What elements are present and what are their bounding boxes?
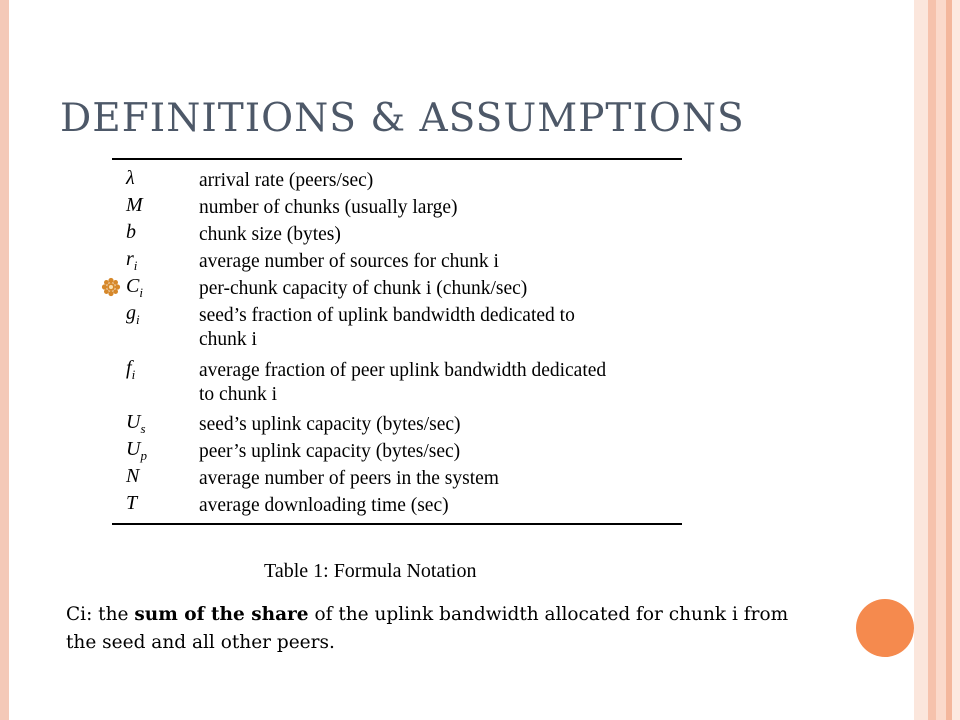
- table-caption: Table 1: Formula Notation: [264, 560, 477, 582]
- slide-title: DEFINITIONS & ASSUMPTIONS: [60, 96, 745, 141]
- row-description: number of chunks (usually large): [199, 197, 458, 218]
- row-symbol: $U_s$: [126, 411, 146, 436]
- row-symbol: $C_i$: [126, 275, 143, 300]
- note-text: [66, 601, 806, 657]
- note-prefix: Ci: the: [66, 604, 135, 625]
- note-suffix: of the uplink bandwidth allocated for chunk i from the seed and all other peers.: [66, 604, 789, 653]
- row-symbol: $U_p$: [126, 438, 147, 463]
- row-description: chunk size (bytes): [199, 224, 341, 245]
- row-symbol: λ: [126, 167, 135, 189]
- flower-bullet-icon: [101, 277, 121, 297]
- row-description-cont: chunk i: [199, 329, 257, 350]
- row-description: average fraction of peer uplink bandwidth dedicated: [199, 360, 607, 381]
- row-description: peer’s uplink capacity (bytes/sec): [199, 441, 461, 462]
- table-row: [126, 302, 686, 350]
- table-row: [126, 275, 686, 301]
- table-row: [126, 492, 686, 518]
- table-row: [126, 411, 686, 437]
- accent-circle: [856, 599, 914, 657]
- table-row: [126, 248, 686, 274]
- table-row: [126, 167, 686, 193]
- table-top-rule: [112, 158, 682, 160]
- row-description-cont: to chunk i: [199, 384, 277, 405]
- table-row: [126, 357, 686, 405]
- note-bold: sum of the share: [134, 604, 309, 625]
- left-border: [0, 0, 9, 720]
- row-description: average downloading time (sec): [199, 495, 449, 516]
- table-bottom-rule: [112, 523, 682, 525]
- right-decorative-bars: [914, 0, 960, 720]
- table-row: [126, 438, 686, 464]
- row-symbol: T: [126, 492, 138, 514]
- table-row: [126, 465, 686, 491]
- row-description: arrival rate (peers/sec): [199, 170, 374, 191]
- table-row: [126, 194, 686, 220]
- table-row: [126, 221, 686, 247]
- row-description: seed’s uplink capacity (bytes/sec): [199, 414, 461, 435]
- row-description: average number of sources for chunk i: [199, 251, 499, 272]
- row-description: average number of peers in the system: [199, 468, 499, 489]
- row-symbol: N: [126, 465, 140, 487]
- row-description: per-chunk capacity of chunk i (chunk/sec): [199, 278, 528, 299]
- row-symbol: M: [126, 194, 143, 216]
- row-symbol: b: [126, 221, 136, 243]
- row-symbol: $f_i$: [126, 357, 136, 382]
- row-symbol: $g_i$: [126, 302, 140, 327]
- row-symbol: $r_i$: [126, 248, 138, 273]
- row-description: seed’s fraction of uplink bandwidth dedicated to: [199, 305, 575, 326]
